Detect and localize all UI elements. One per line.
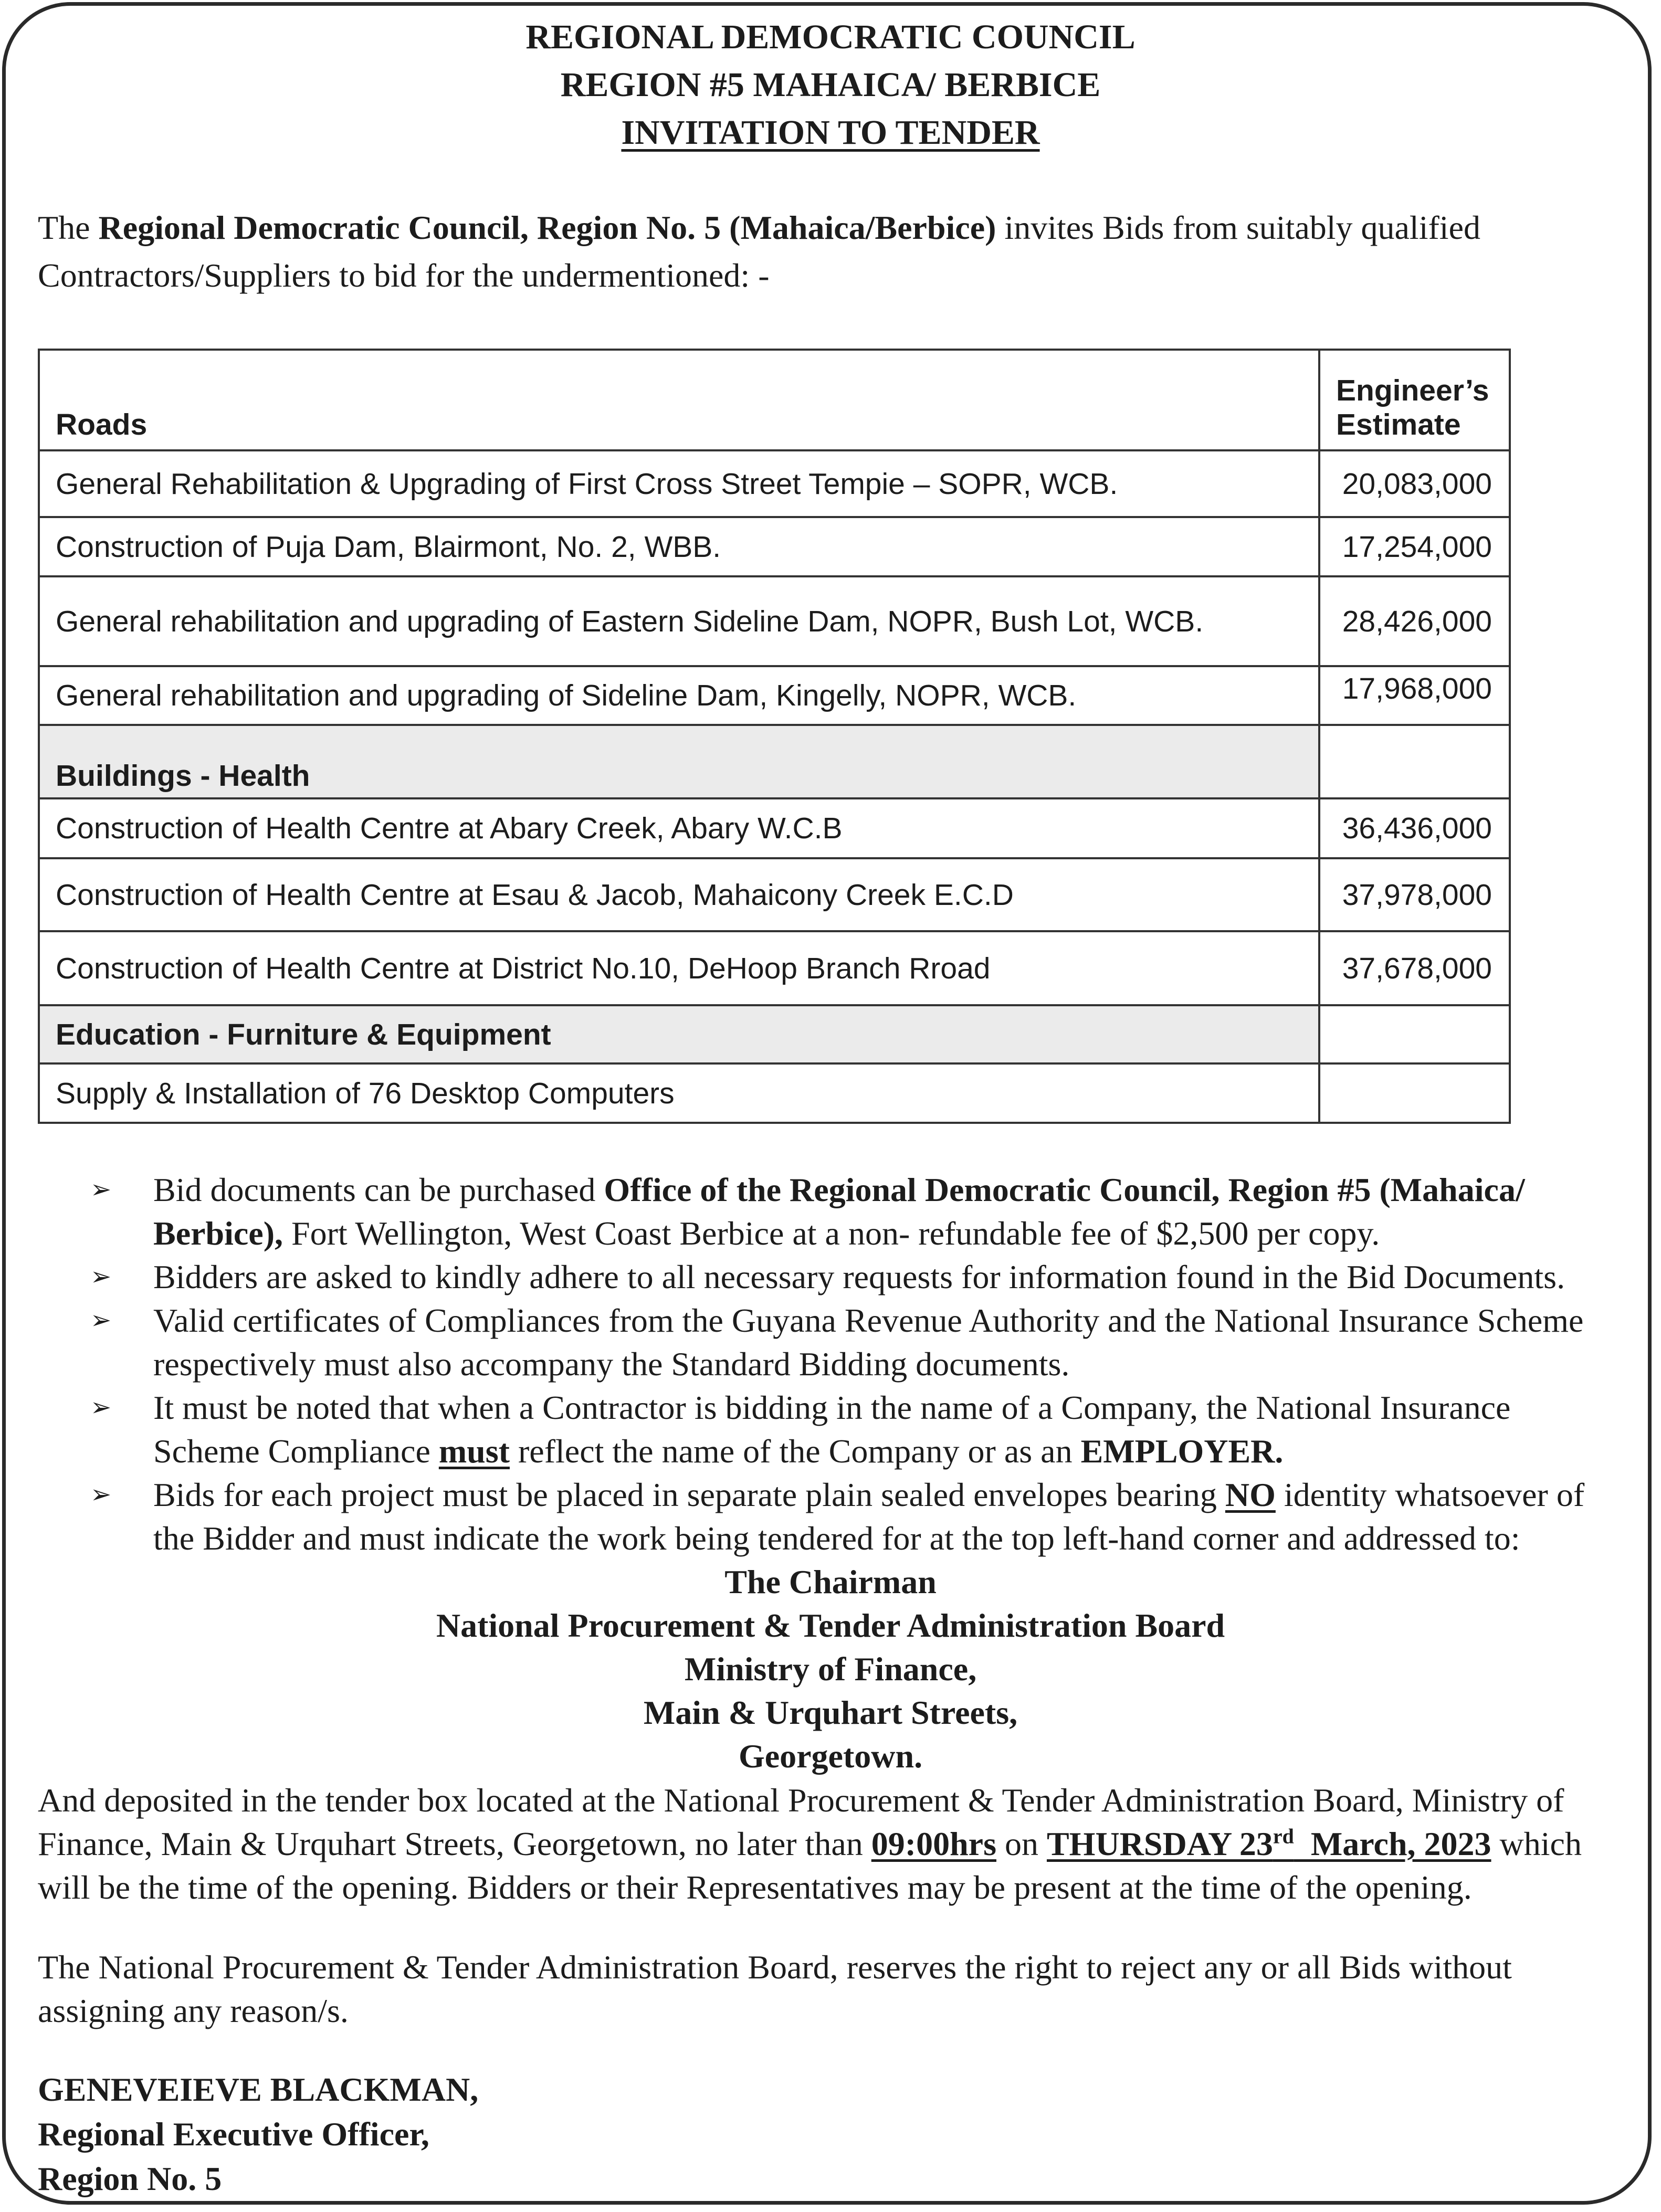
- instructions-list: [90, 1168, 1613, 1560]
- item-estimate: 28,426,000: [1319, 576, 1510, 666]
- item-estimate: [1319, 1063, 1510, 1123]
- item-estimate: 36,436,000: [1319, 798, 1510, 858]
- table-row: [39, 576, 1510, 666]
- header: [0, 13, 1661, 156]
- item-description: General rehabilitation and upgrading of Sideline Dam, Kingelly, NOPR, WCB.: [39, 666, 1319, 725]
- table-row: [39, 858, 1510, 931]
- table-row: [39, 450, 1510, 517]
- section-row-health: [39, 725, 1510, 798]
- item-description: Construction of Health Centre at Esau & Jacob, Mahaicony Creek E.C.D: [39, 858, 1319, 931]
- section-row-education: [39, 1005, 1510, 1063]
- empty-estimate: [1319, 725, 1510, 798]
- deposit-paragraph: And deposited in the tender box located at the National Procurement & Tender Administration Board, Ministry of Finance, Main & Urquhart Streets, Georgetown, no later than 09:00hrs on THURSDAY 23rd March, 2023 which will be the time of the opening. Bidders or their Representatives may be present at the time of the opening.: [38, 1782, 1582, 1906]
- notice-title: INVITATION TO TENDER: [621, 113, 1040, 152]
- table-row: [39, 666, 1510, 725]
- arrow-bullet-icon: ➢: [90, 1305, 112, 1335]
- list-item: ➢ It must be noted that when a Contractor is bidding in the name of a Company, the National Insurance Scheme Compliance must reflect the name of the Company or as an EMPLOYER.: [90, 1386, 1613, 1473]
- council-name: Regional Democratic Council, Region No. 5 (Mahaica/Berbice): [98, 209, 996, 246]
- region-title: REGION #5 MAHAICA/ BERBICE: [560, 66, 1101, 104]
- arrow-bullet-icon: ➢: [90, 1262, 112, 1291]
- tender-table: [38, 349, 1511, 1124]
- address-line: Georgetown.: [738, 1737, 923, 1775]
- deadline-date: THURSDAY 23rd March, 2023: [1046, 1824, 1491, 1862]
- item-estimate: 17,968,000: [1319, 666, 1510, 725]
- table-row: [39, 1063, 1510, 1123]
- list-item: ➢ Bid documents can be purchased Office of the Regional Democratic Council, Region #5 (Mahaica/ Berbice), Fort Wellington, West Coast Berbice at a non- refundable fee of $2,500 per copy.: [90, 1168, 1613, 1255]
- item-estimate: 17,254,000: [1319, 517, 1510, 576]
- reservation-paragraph: The National Procurement & Tender Administration Board, reserves the right to reject any or all Bids without assigning any reason/s.: [38, 1948, 1512, 2029]
- item-estimate: 37,678,000: [1319, 931, 1510, 1005]
- address-line: Ministry of Finance,: [684, 1650, 977, 1688]
- council-title: REGIONAL DEMOCRATIC COUNCIL: [525, 18, 1136, 56]
- address-line: Main & Urquhart Streets,: [643, 1694, 1018, 1731]
- arrow-bullet-icon: ➢: [90, 1175, 112, 1204]
- intro-paragraph: The Regional Democratic Council, Region No. 5 (Mahaica/Berbice) invites Bids from suitably qualified Contractors/Suppliers to bid for the undermentioned: -: [38, 209, 1480, 294]
- address-line: The Chairman: [724, 1563, 937, 1600]
- table-row: [39, 931, 1510, 1005]
- signatory-name: GENEVEIEVE BLACKMAN,: [38, 2071, 479, 2108]
- item-description: General Rehabilitation & Upgrading of First Cross Street Tempie – SOPR, WCB.: [39, 450, 1319, 517]
- item-description: Construction of Puja Dam, Blairmont, No. 2, WBB.: [39, 517, 1319, 576]
- roads-section-heading: Roads: [39, 350, 1319, 450]
- deadline-time: 09:00hrs: [871, 1825, 996, 1862]
- table-row: [39, 798, 1510, 858]
- signatory-title: Regional Executive Officer,: [38, 2115, 429, 2153]
- item-estimate: 37,978,000: [1319, 858, 1510, 931]
- health-section-heading: Buildings - Health: [39, 725, 1319, 798]
- estimate-column-header: Engineer’s Estimate: [1319, 350, 1510, 450]
- list-item: ➢ Bidders are asked to kindly adhere to all necessary requests for information found in the Bid Documents.: [90, 1255, 1613, 1299]
- empty-estimate: [1319, 1005, 1510, 1063]
- item-description: Construction of Health Centre at Abary Creek, Abary W.C.B: [39, 798, 1319, 858]
- education-section-heading: Education - Furniture & Equipment: [39, 1005, 1319, 1063]
- list-item: ➢ Valid certificates of Compliances from the Guyana Revenue Authority and the National Insurance Scheme respectively must also accompany the Standard Bidding documents.: [90, 1299, 1613, 1386]
- list-item: ➢ Bids for each project must be placed in separate plain sealed envelopes bearing NO identity whatsoever of the Bidder and must indicate the work being tendered for at the top left-hand corner and addressed to:: [90, 1473, 1613, 1560]
- signatory-region: Region No. 5: [38, 2160, 222, 2197]
- item-estimate: 20,083,000: [1319, 450, 1510, 517]
- item-description: Supply & Installation of 76 Desktop Computers: [39, 1063, 1319, 1123]
- arrow-bullet-icon: ➢: [90, 1393, 112, 1422]
- address-line: National Procurement & Tender Administration Board: [436, 1607, 1225, 1644]
- arrow-bullet-icon: ➢: [90, 1480, 112, 1509]
- table-row: [39, 517, 1510, 576]
- item-description: General rehabilitation and upgrading of Eastern Sideline Dam, NOPR, Bush Lot, WCB.: [39, 576, 1319, 666]
- address-block: [0, 1560, 1661, 1778]
- item-description: Construction of Health Centre at District No.10, DeHoop Branch Rroad: [39, 931, 1319, 1005]
- table-header-row: [39, 350, 1510, 450]
- signature-block: [38, 2067, 478, 2201]
